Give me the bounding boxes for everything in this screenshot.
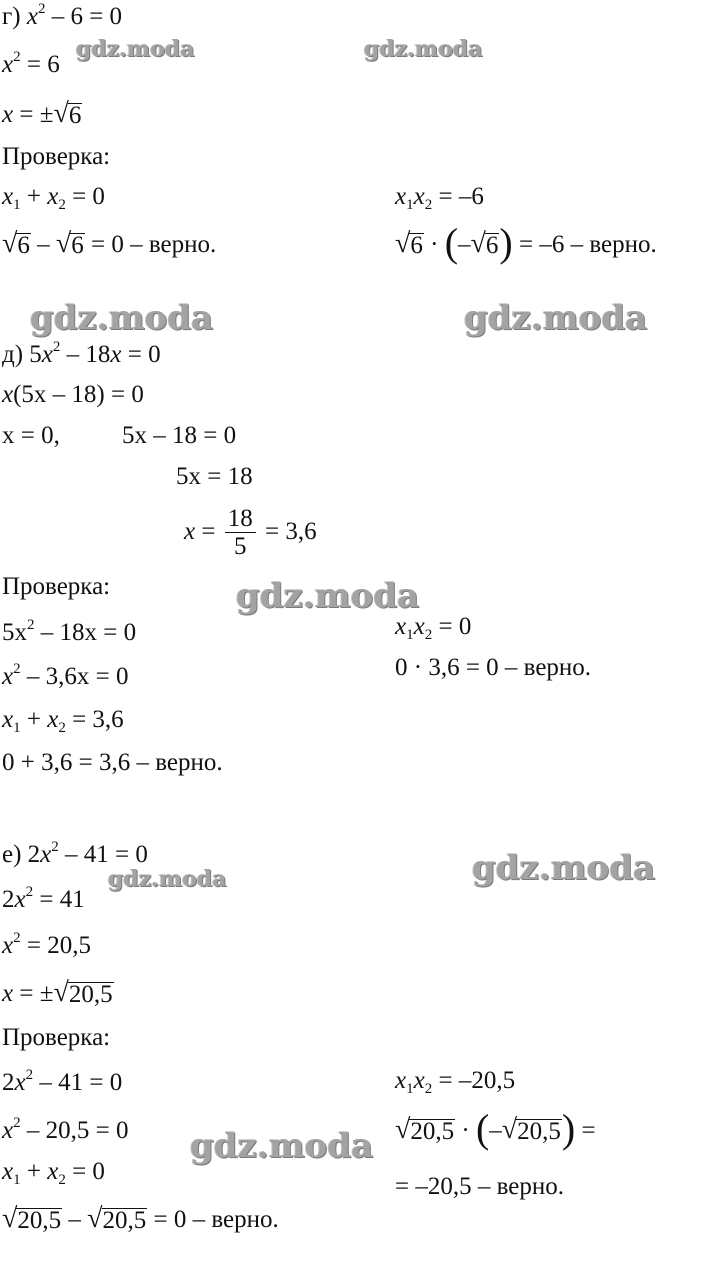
watermark: gdz.moda xyxy=(30,298,214,338)
eq-d-product-check: 0 · 3,6 = 0 – верно. xyxy=(395,654,592,681)
eq-g-product: $x_1x_2 = -6$ xyxy=(395,183,484,213)
eq-d-1: д) $5x^2 - 18x = 0$ xyxy=(2,339,161,368)
eq-d-7: $x^2 - 3,6x = 0$ xyxy=(2,661,129,690)
watermark: gdz.moda xyxy=(364,36,483,62)
eq-g-sum-check: √ 6 – √ 6 = 0 – верно. xyxy=(2,228,217,259)
eq-d-3b: 5x – 18 = 0 xyxy=(122,422,237,449)
eq-d-sum-check: 0 + 3,6 = 3,6 – верно. xyxy=(2,749,223,776)
eq-d-2: x(5x – 18) = 0 xyxy=(2,381,144,408)
eq-e-2: $2x^2 = 41$ xyxy=(2,884,85,913)
eq-d-product: $x_1x_2 = 0$ xyxy=(395,613,472,643)
check-label-3: Проверка: xyxy=(2,1024,111,1051)
eq-e-sum: $x_1 + x_2 = 0$ xyxy=(2,1158,105,1188)
watermark: gdz.moda xyxy=(236,576,420,616)
eq-d-3a: x = 0, xyxy=(2,422,60,449)
eq-e-6: $2x^2 - 41 = 0$ xyxy=(2,1067,123,1096)
eq-d-sum: $x_1 + x_2 = 3,6$ xyxy=(2,706,124,736)
watermark: gdz.moda xyxy=(76,36,195,62)
eq-g-3: x = ± √ 6 xyxy=(2,98,82,129)
eq-e-3: $x^2 = 20,5$ xyxy=(2,930,91,959)
eq-e-product-check: √ 20,5 · (– √ 20,5 ) = xyxy=(395,1106,596,1151)
eq-d-4: 5x = 18 xyxy=(176,463,253,490)
watermark: gdz.moda xyxy=(108,866,227,892)
eq-g-sum: $x_1 + x_2 = 0$ xyxy=(2,183,105,213)
watermark: gdz.moda xyxy=(190,1126,374,1166)
check-label-1: Проверка: xyxy=(2,143,111,170)
watermark: gdz.moda xyxy=(472,848,656,888)
eq-d-6: $5x^2 - 18x = 0$ xyxy=(2,617,137,646)
eq-g-product-check: √ 6 · (– √ 6 ) = –6 – верно. xyxy=(395,220,657,265)
eq-e-product-result: = –20,5 – верно. xyxy=(395,1173,564,1200)
eq-g-2: $x^2 = 6$ xyxy=(2,49,60,78)
check-label-2: Проверка: xyxy=(2,573,111,600)
eq-e-1: е) $2x^2 - 41 = 0$ xyxy=(2,839,148,868)
watermark: gdz.moda xyxy=(464,298,648,338)
eq-e-sum-check: √ 20,5 – √ 20,5 = 0 – верно. xyxy=(2,1203,279,1234)
eq-e-4: x = ± √ 20,5 xyxy=(2,977,113,1008)
eq-d-5: x = $\frac{18}{5}$ = 3,6 xyxy=(184,504,317,560)
eq-e-product: $x_1x_2 = -20,5$ xyxy=(395,1067,516,1097)
eq-g-1: г) $x^2 - 6 = 0$ xyxy=(2,1,123,30)
fraction: $\frac{18}{5}$ xyxy=(225,506,256,561)
eq-e-7: $x^2 - 20,5 = 0$ xyxy=(2,1115,129,1144)
